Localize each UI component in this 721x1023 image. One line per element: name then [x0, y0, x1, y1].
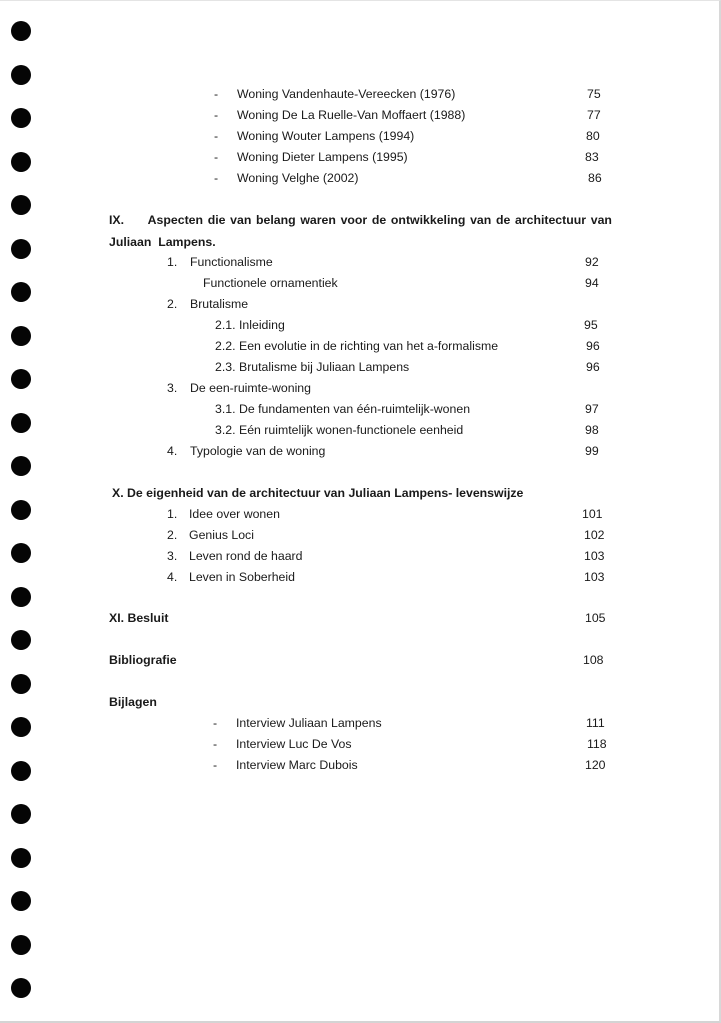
list-bullet-dash: -	[213, 758, 218, 772]
binder-hole	[11, 717, 31, 737]
toc-entry-label: Eén ruimtelijk wonen-functionele eenheid	[239, 423, 464, 437]
toc-entry-label: Woning Wouter Lampens (1994)	[237, 129, 415, 143]
list-bullet-dash: -	[213, 737, 218, 751]
toc-entry-marker: 3.	[167, 549, 178, 563]
binder-hole	[11, 282, 31, 302]
toc-entry-page: 96	[586, 339, 600, 353]
toc-entry-marker: 4.	[167, 444, 178, 458]
toc-entry-page: 80	[586, 129, 600, 143]
binder-hole	[11, 674, 31, 694]
section-ix-title-word: de	[495, 213, 511, 227]
section-ix-title-word: de	[371, 213, 387, 227]
section-ix-number: IX.	[109, 213, 125, 227]
toc-entry-marker: 2.	[167, 297, 178, 311]
section-ix-title-word: van	[470, 213, 492, 227]
section-ix-heading-line1	[109, 210, 612, 232]
section-ix-title-word: Aspecten	[147, 213, 204, 227]
toc-entry-page: 101	[582, 507, 603, 521]
toc-entry-marker: 2.3.	[215, 360, 236, 374]
appendix-entry-label: Interview Luc De Vos	[236, 737, 352, 751]
section-ix-title-word: van	[230, 213, 252, 227]
binder-hole	[11, 369, 31, 389]
section-ix-title-word: van	[590, 213, 612, 227]
toc-entry-label: Leven rond de haard	[189, 549, 303, 563]
toc-entry-label: Woning Dieter Lampens (1995)	[237, 150, 408, 164]
toc-entry-label: Woning De La Ruelle-Van Moffaert (1988)	[237, 108, 466, 122]
section-ix-title-word: architectuur	[514, 213, 587, 227]
section-xi-page: 105	[585, 611, 606, 625]
binder-hole	[11, 761, 31, 781]
toc-entry-page: 77	[587, 108, 601, 122]
toc-entry-marker: 1.	[167, 507, 178, 521]
toc-entry-label: Idee over wonen	[189, 507, 280, 521]
list-bullet-dash: -	[213, 716, 218, 730]
bibliography-heading: Bibliografie	[109, 653, 177, 667]
toc-entry-marker: 3.1.	[215, 402, 236, 416]
appendix-entry-page: 120	[585, 758, 606, 772]
section-ix-title-word: belang	[256, 213, 296, 227]
section-ix-title-word: ontwikkeling	[390, 213, 466, 227]
toc-entry-page: 95	[584, 318, 598, 332]
binder-hole	[11, 543, 31, 563]
toc-entry-page: 103	[584, 570, 605, 584]
binder-hole	[11, 630, 31, 650]
toc-entry-label: Een evolutie in de richting van het a-formalisme	[239, 339, 499, 353]
binder-hole	[11, 108, 31, 128]
section-x-heading: X. De eigenheid van de architectuur van Juliaan Lampens- levenswijze	[112, 486, 524, 500]
appendix-entry-label: Interview Juliaan Lampens	[236, 716, 382, 730]
list-bullet-dash: -	[214, 150, 219, 164]
section-ix-heading-line2: Juliaan Lampens.	[109, 234, 216, 249]
binder-hole	[11, 21, 31, 41]
toc-entry-label: Leven in Soberheid	[189, 570, 295, 584]
toc-entry-page: 86	[588, 171, 602, 185]
binder-hole	[11, 848, 31, 868]
list-bullet-dash: -	[214, 108, 219, 122]
binder-hole	[11, 978, 31, 998]
toc-entry-label: Typologie van de woning	[190, 444, 326, 458]
binder-hole	[11, 587, 31, 607]
toc-entry-marker: 1.	[167, 255, 178, 269]
toc-entry-label: Brutalisme	[190, 297, 249, 311]
binder-hole	[11, 935, 31, 955]
binder-hole	[11, 804, 31, 824]
toc-entry-marker: 3.	[167, 381, 178, 395]
toc-entry-page: 96	[586, 360, 600, 374]
toc-entry-label: De een-ruimte-woning	[190, 381, 311, 395]
appendices-heading: Bijlagen	[109, 695, 157, 709]
toc-entry-label: De fundamenten van één-ruimtelijk-wonen	[239, 402, 471, 416]
section-xi-heading: XI. Besluit	[109, 611, 169, 625]
toc-entry-page: 97	[585, 402, 599, 416]
binder-hole	[11, 65, 31, 85]
toc-entry-label: Brutalisme bij Juliaan Lampens	[239, 360, 410, 374]
toc-entry-page: 94	[585, 276, 599, 290]
toc-entry-marker: 4.	[167, 570, 178, 584]
toc-entry-page: 83	[585, 150, 599, 164]
toc-entry-page: 103	[584, 549, 605, 563]
toc-entry-label: Functionele ornamentiek	[203, 276, 338, 290]
toc-entry-page: 99	[585, 444, 599, 458]
bibliography-page: 108	[583, 653, 604, 667]
section-ix-title-word: voor	[340, 213, 368, 227]
binder-hole	[11, 326, 31, 346]
section-ix-title-word: waren	[300, 213, 336, 227]
appendix-entry-label: Interview Marc Dubois	[236, 758, 358, 772]
toc-entry-label: Genius Loci	[189, 528, 254, 542]
toc-entry-label: Functionalisme	[190, 255, 273, 269]
appendix-entry-page: 118	[587, 737, 607, 751]
toc-entry-marker: 3.2.	[215, 423, 236, 437]
binder-hole	[11, 413, 31, 433]
section-ix-heading	[109, 210, 612, 253]
binder-hole	[11, 239, 31, 259]
toc-entry-label: Woning Vandenhaute-Vereecken (1976)	[237, 87, 456, 101]
toc-entry-page: 102	[584, 528, 605, 542]
toc-entry-page: 98	[585, 423, 599, 437]
section-ix-title-word: die	[207, 213, 226, 227]
toc-entry-page: 75	[587, 87, 601, 101]
toc-entry-marker: 2.2.	[215, 339, 236, 353]
toc-entry-marker: 2.1.	[215, 318, 236, 332]
list-bullet-dash: -	[214, 87, 219, 101]
appendix-entry-page: 111	[586, 716, 605, 730]
toc-entry-label: Inleiding	[239, 318, 285, 332]
binder-hole	[11, 891, 31, 911]
binder-hole	[11, 500, 31, 520]
toc-entry-label: Woning Velghe (2002)	[237, 171, 359, 185]
toc-entry-marker: 2.	[167, 528, 178, 542]
toc-entry-page: 92	[585, 255, 599, 269]
binder-hole	[11, 456, 31, 476]
list-bullet-dash: -	[214, 171, 219, 185]
binder-hole	[11, 152, 31, 172]
list-bullet-dash: -	[214, 129, 219, 143]
binder-hole	[11, 195, 31, 215]
